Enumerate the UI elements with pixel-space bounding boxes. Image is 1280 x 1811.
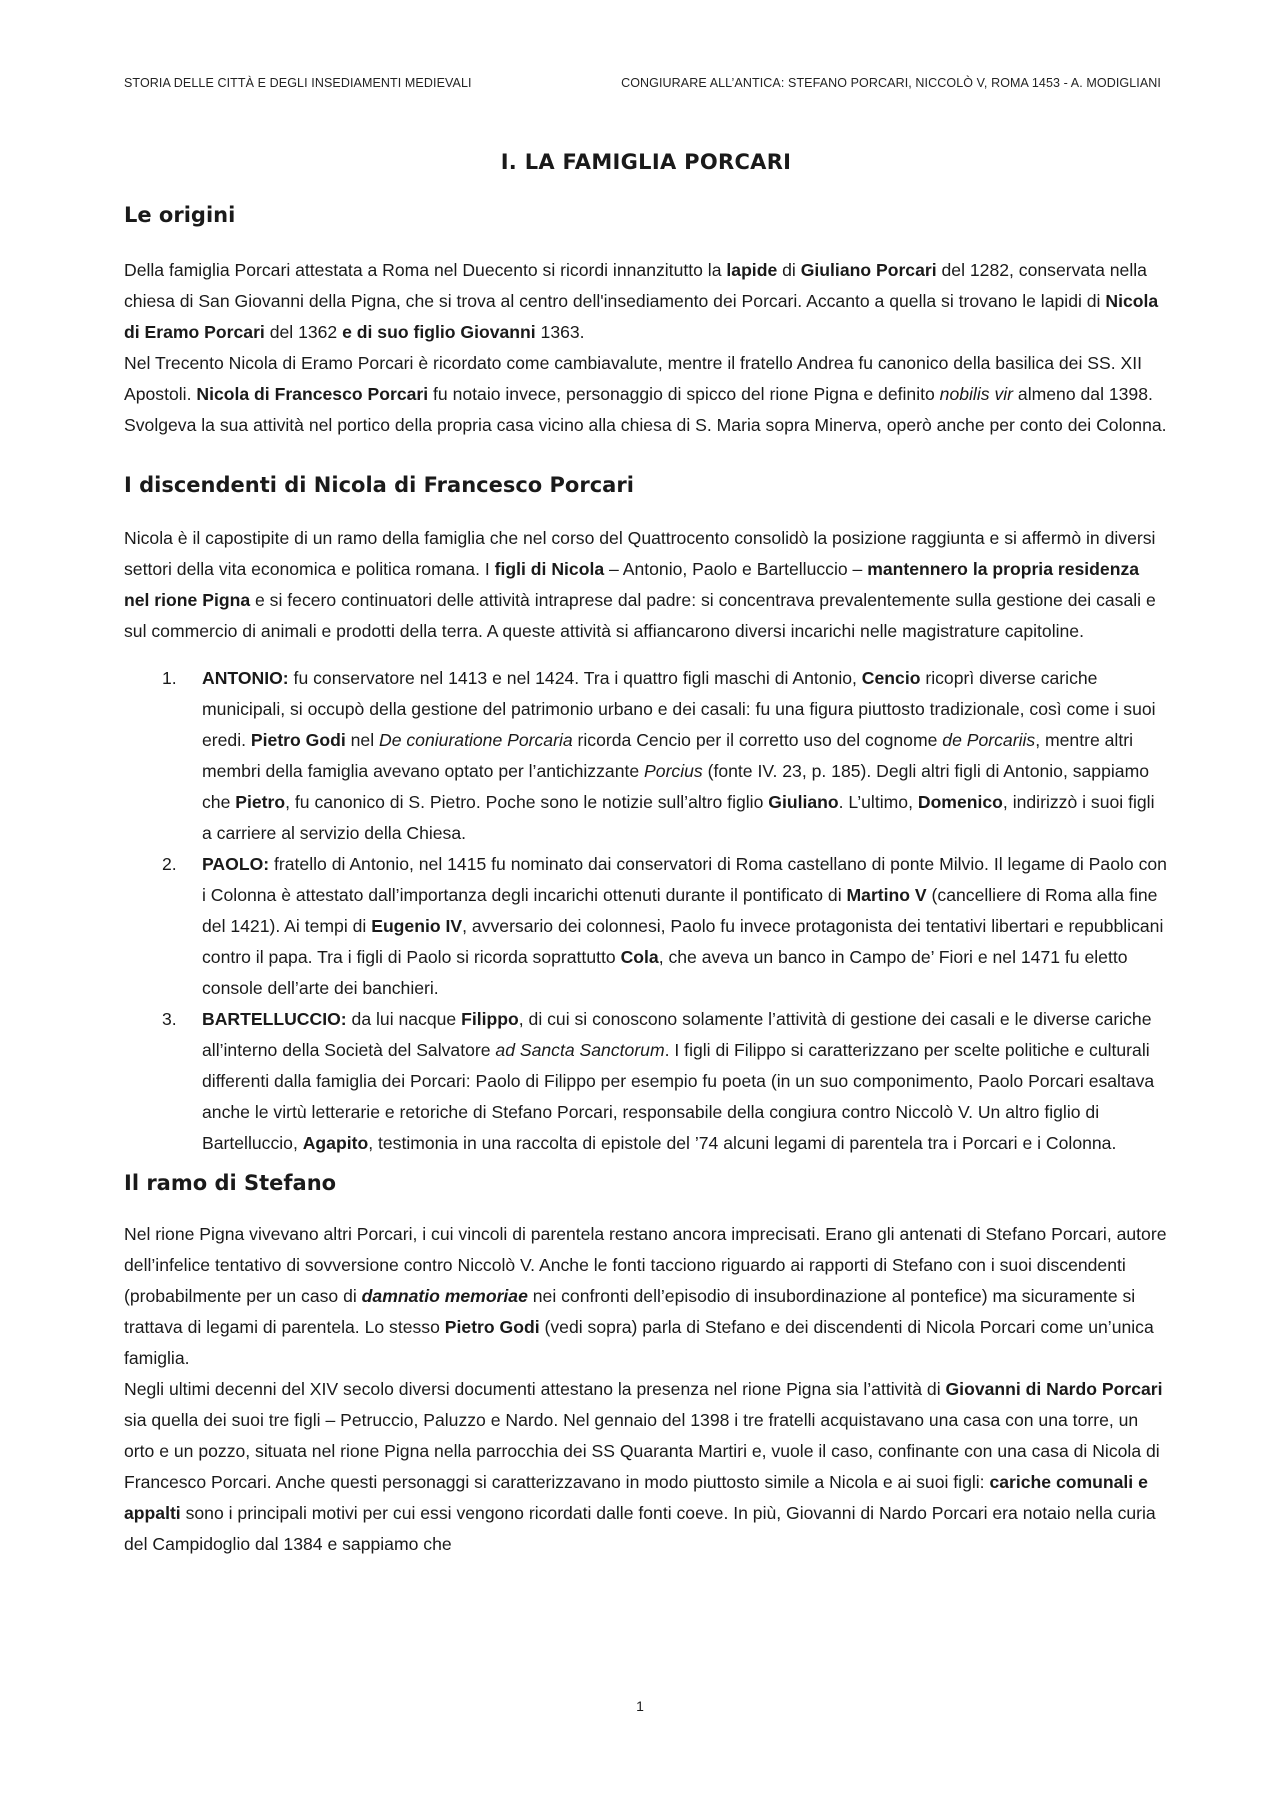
text-run: da lui nacque <box>346 1009 462 1029</box>
list-item <box>124 1004 1168 1159</box>
text-run: , testimonia in una raccolta di epistole del ’74 alcuni legami di parentela tra i Porcari e i Colonna. <box>368 1133 1117 1153</box>
section-heading-origini: Le origini <box>124 203 236 227</box>
bold-text: Domenico <box>917 792 1003 812</box>
running-header-left: STORIA DELLE CITTÀ E DEGLI INSEDIAMENTI MEDIEVALI <box>124 76 472 90</box>
paragraph <box>124 1374 1168 1560</box>
text-run: , mentre altri membri della famiglia avevano optato per l’antichizzante <box>202 730 1133 781</box>
bold-text: e di suo figlio Giovanni <box>342 322 536 342</box>
text-run: sono i principali motivi per cui essi vengono ricordati dalle fonti coeve. In più, Giovanni di Nardo Porcari era notaio nella curia del Campidoglio dal 1384 e sappiamo che <box>124 1503 1156 1554</box>
bold-text: Eugenio IV <box>371 916 463 936</box>
bold-text: Giovanni di Nardo Porcari <box>945 1379 1163 1399</box>
text-run: (cancelliere di Roma alla fine del 1421). Ai tempi di <box>202 885 1158 936</box>
text-run: nei confronti dell’episodio di insubordinazione al pontefice) ma sicuramente si trattava di legami di parentela. Lo stesso <box>124 1286 1136 1337</box>
text-run: Negli ultimi decenni del XIV secolo diversi documenti attestano la presenza nel rione Pigna sia l’attività di <box>124 1379 946 1399</box>
text-run: , avversario dei colonnesi, Paolo fu invece protagonista dei tentativi libertari e repubblicani contro il papa. Tra i figli di Paolo si ricorda soprattutto <box>202 916 1164 967</box>
list-number: 1. <box>162 668 177 688</box>
italic-text: de Porcariis <box>942 730 1036 750</box>
page-body <box>124 148 1168 1560</box>
bold-text: lapide <box>726 260 778 280</box>
bold-text: Pietro Godi <box>250 730 346 750</box>
text-run: – Antonio, Paolo e Bartelluccio – <box>604 559 868 579</box>
bold-text: Pietro Godi <box>444 1317 540 1337</box>
text-run: di <box>777 260 801 280</box>
bold-text: BARTELLUCCIO: <box>202 1009 347 1029</box>
italic-text: De coniuratione Porcaria <box>379 730 573 750</box>
text-run: Nicola è il capostipite di un ramo della famiglia che nel corso del Quattrocento consolidò la posizione raggiunta e si affermò in diversi settori della vita economica e politica romana. I <box>124 528 1156 579</box>
bold-text: Giuliano Porcari <box>800 260 937 280</box>
text-run: . L’ultimo, <box>838 792 918 812</box>
bold-text: Agapito <box>302 1133 369 1153</box>
text-run: , fu canonico di S. Pietro. Poche sono le notizie sull’altro figlio <box>285 792 769 812</box>
bold-text: Filippo <box>461 1009 519 1029</box>
paragraph <box>124 523 1168 647</box>
bold-text: Pietro <box>235 792 286 812</box>
bold-text: PAOLO: <box>202 854 270 874</box>
list-item-text <box>202 1009 1154 1153</box>
text-run: del 1282, conservata nella chiesa di San Giovanni della Pigna, che si trova al centro dell'insediamento dei Porcari. Accanto a quella si trovano le lapidi di <box>124 260 1147 311</box>
bold-text: ANTONIO: <box>202 668 289 688</box>
text-run: sia quella dei suoi tre figli – Petruccio, Paluzzo e Nardo. Nel gennaio del 1398 i tre fratelli acquistavano una casa con una torre, un orto e un pozzo, situata nel rione Pigna nella parrocchia dei SS Quaranta Martiri e, vuole il caso, confinante con una casa di Nicola di Francesco Porcari. Anche questi personaggi si caratterizzavano in modo piuttosto simile a Nicola e ai suoi figli: <box>124 1410 1160 1492</box>
list-number: 3. <box>162 1009 177 1029</box>
bold-text: damnatio memoriae <box>361 1286 528 1306</box>
italic-text: Porcius <box>644 761 703 781</box>
bold-text: Nicola di Francesco Porcari <box>196 384 429 404</box>
text-run: (vedi sopra) parla di Stefano e dei discendenti di Nicola Porcari come un’unica famiglia. <box>124 1317 1154 1368</box>
running-header-right: CONGIURARE ALL’ANTICA: STEFANO PORCARI, NICCOLÒ V, ROMA 1453 - A. MODIGLIANI <box>621 76 1161 90</box>
chapter-title: I. LA FAMIGLIA PORCARI <box>500 150 792 174</box>
italic-text: nobilis vir <box>939 384 1014 404</box>
numbered-list <box>124 663 1168 1159</box>
section-heading-discendenti: I discendenti di Nicola di Francesco Porcari <box>124 473 634 497</box>
italic-text: ad Sancta Sanctorum <box>495 1040 665 1060</box>
list-item <box>124 663 1168 849</box>
text-run: 1363. <box>535 322 585 342</box>
text-run: almeno dal 1398. Svolgeva la sua attività nel portico della propria casa vicino alla chiesa di S. Maria sopra Minerva, operò anche per conto dei Colonna. <box>124 384 1167 435</box>
bold-text: Martino V <box>846 885 927 905</box>
text-run: ricorda Cencio per il corretto uso del cognome <box>572 730 943 750</box>
text-run: , che aveva un banco in Campo de’ Fiori e nel 1471 fu eletto console dell’arte dei banchieri. <box>202 947 1128 998</box>
bold-text: Giuliano <box>768 792 839 812</box>
text-run: . I figli di Filippo si caratterizzano per scelte politiche e culturali differenti dalla famiglia dei Porcari: Paolo di Filippo per esempio fu poeta (in un suo componimento, Paolo Porcari esaltava anche le virtù letterarie e retoriche di Stefano Porcari, responsabile della congiura contro Niccolò V. Un altro figlio di Bartelluccio, <box>202 1040 1155 1153</box>
text-run: ricoprì diverse cariche municipali, si occupò della gestione del patrimonio urbano e dei casali: fu una figura piuttosto tradizionale, così come i suoi eredi. <box>202 668 1156 750</box>
text-run: , di cui si conoscono solamente l’attività di gestione dei casali e le diverse cariche all’interno della Società del Salvatore <box>202 1009 1152 1060</box>
bold-text: Cencio <box>861 668 921 688</box>
text-run: fratello di Antonio, nel 1415 fu nominato dai conservatori di Roma castellano di ponte Milvio. Il legame di Paolo con i Colonna è attestato dall’importanza degli incarichi ottenuti durante il pontificato di <box>202 854 1167 905</box>
bold-text: figli di Nicola <box>494 559 605 579</box>
bold-text: Nicola di Eramo Porcari <box>124 291 1159 342</box>
list-item-text <box>202 854 1167 998</box>
text-run: , indirizzò i suoi figli a carriere al servizio della Chiesa. <box>202 792 1155 843</box>
text-run: e si fecero continuatori delle attività intraprese dal padre: si concentrava prevalentemente sulla gestione dei casali e sul commercio di animali e prodotti della terra. A queste attività si affiancarono diversi incarichi nelle magistrature capitoline. <box>124 590 1156 641</box>
text-run: Della famiglia Porcari attestata a Roma nel Duecento si ricordi innanzitutto la <box>124 260 727 280</box>
bold-text: Cola <box>620 947 659 967</box>
page-number: 1 <box>636 1698 644 1714</box>
section-heading-stefano: Il ramo di Stefano <box>124 1171 337 1195</box>
paragraph <box>124 255 1168 348</box>
paragraph <box>124 1219 1168 1374</box>
text-run: nel <box>345 730 379 750</box>
bold-text: mantennero la propria residenza nel rione Pigna <box>124 559 1140 610</box>
list-item-text <box>202 668 1156 843</box>
text-run: fu conservatore nel 1413 e nel 1424. Tra i quattro figli maschi di Antonio, <box>288 668 862 688</box>
text-run: fu notaio invece, personaggio di spicco del rione Pigna e definito <box>428 384 940 404</box>
list-number: 2. <box>162 854 177 874</box>
bold-text: cariche comunali e appalti <box>124 1472 1148 1523</box>
paragraph <box>124 348 1168 441</box>
text-run: del 1362 <box>264 322 343 342</box>
text-run: (fonte IV. 23, p. 185). Degli altri figli di Antonio, sappiamo che <box>202 761 1150 812</box>
list-item <box>124 849 1168 1004</box>
text-run: Nel Trecento Nicola di Eramo Porcari è ricordato come cambiavalute, mentre il fratello Andrea fu canonico della basilica dei SS. XII Apostoli. <box>124 353 1142 404</box>
text-run: Nel rione Pigna vivevano altri Porcari, i cui vincoli di parentela restano ancora imprecisati. Erano gli antenati di Stefano Porcari, autore dell’infelice tentativo di sovversione contro Niccolò V. Anche le fonti tacciono riguardo ai rapporti di Stefano con i suoi discendenti (probabilmente per un caso di <box>124 1224 1167 1306</box>
